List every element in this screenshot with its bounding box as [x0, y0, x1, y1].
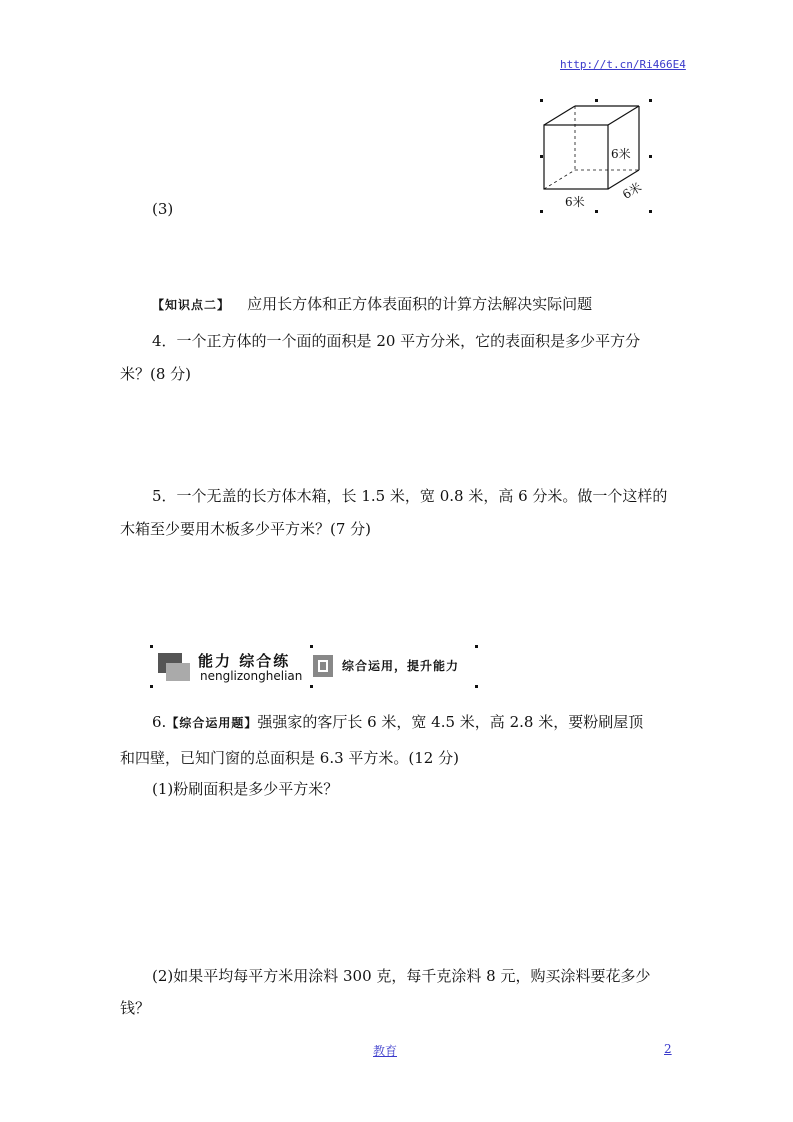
- banner-title: 能力 综合练: [198, 652, 291, 670]
- banner-pinyin: nenglizonghelian: [200, 669, 303, 683]
- q6-sub2-line2: 钱？: [120, 999, 151, 1017]
- q6-line2: 和四壁，已知门窗的总面积是 6.3 平方米。(12 分): [120, 749, 459, 767]
- section-title: 应用长方体和正方体表面积的计算方法解决实际问题: [247, 295, 593, 313]
- cube-diagram: [535, 95, 660, 217]
- banner-subtitle: 综合运用，提升能力: [342, 659, 460, 673]
- q6-number: 6.: [152, 713, 167, 731]
- footer-link[interactable]: 教育: [373, 1044, 398, 1058]
- height-label: 6米: [611, 147, 631, 161]
- section-tag: 【知识点二】: [152, 298, 231, 312]
- page-number: 2: [664, 1042, 672, 1056]
- cube-figure: [535, 95, 660, 217]
- q4-line1: 4．一个正方体的一个面的面积是 20 平方分米，它的表面积是多少平方分: [152, 332, 641, 350]
- width-label: 6米: [565, 195, 585, 209]
- header-link[interactable]: http://t.cn/Ri466E4: [560, 58, 686, 71]
- section-heading: [152, 294, 592, 313]
- q5-line1: 5．一个无盖的长方体木箱，长 1.5 米，宽 0.8 米，高 6 分米。做一个这样的: [152, 487, 668, 505]
- q6-text1: 强强家的客厅长 6 米，宽 4.5 米，高 2.8 米，要粉刷屋顶: [257, 713, 644, 731]
- depth-label: 6米: [620, 179, 645, 202]
- banner-icon-light: [166, 663, 190, 681]
- ability-banner: [150, 645, 482, 691]
- figure-label: (3): [152, 200, 174, 218]
- q6-line1: [152, 712, 643, 731]
- q6-tag: 【综合运用题】: [166, 716, 258, 730]
- q4-line2: 米？(8 分): [120, 365, 192, 383]
- q6-sub1: (1)粉刷面积是多少平方米？: [152, 780, 339, 798]
- q5-line2: 木箱至少要用木板多少平方米？(7 分): [120, 520, 372, 538]
- q6-sub2-line1: (2)如果平均每平方米用涂料 300 克，每千克涂料 8 元，购买涂料要花多少: [152, 967, 651, 985]
- banner-sub-icon: [313, 655, 333, 677]
